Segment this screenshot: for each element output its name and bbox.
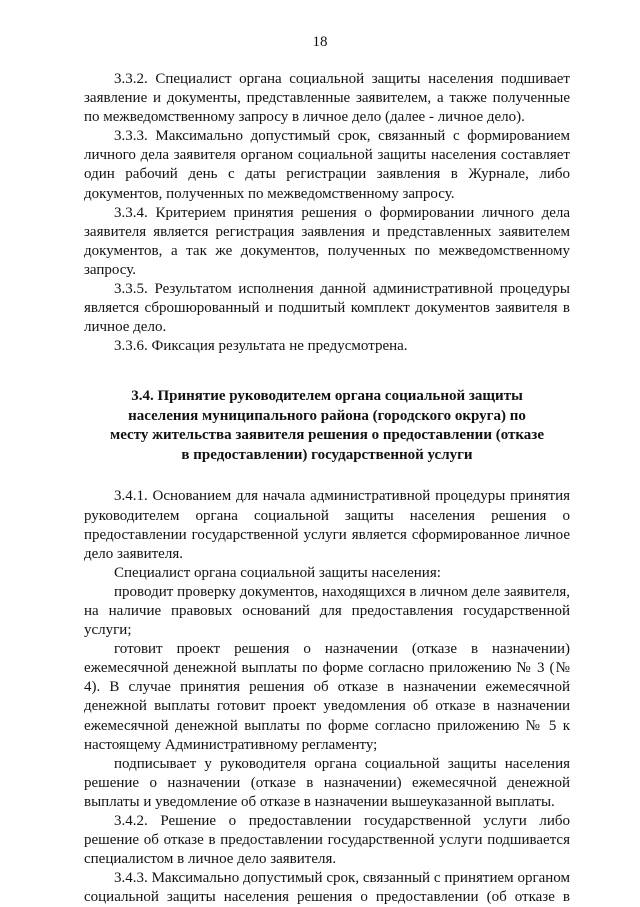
paragraph-3-4-3: 3.4.3. Максимально допустимый срок, связанный с принятием органом социальной защиты населения решения о предоставлении (об отказе в [84, 870, 570, 906]
paragraph-3-3-5: 3.3.5. Результатом исполнения данной административной процедуры является сброшюрованный и подшитый комплект документов заявителя в личное дело. [84, 281, 570, 336]
document-body [84, 70, 570, 907]
paragraph-3-4-2: 3.4.2. Решение о предоставлении государственной услуги либо решение об отказе в предоставлении государственной услуги подшивается специалистом в личное дело заявителя. [84, 813, 570, 868]
paragraph-3-3-6: 3.3.6. Фиксация результата не предусмотрена. [114, 338, 408, 355]
paragraph-prepare-draft: готовит проект решения о назначении (отказе в назначении) ежемесячной денежной выплаты по форме согласно приложению № 3 (№ 4). В случае принятия решения об отказе в назначении ежемесячной денежной выплаты готовит проект уведомления об отказе в назначении ежемесячной денежной выплаты по форме согласно приложению № 5 к настоящему Административному регламенту; [84, 641, 570, 753]
page-number: 18 [312, 34, 328, 50]
paragraph-3-3-2: 3.3.2. Специалист органа социальной защиты населения подшивает заявление и документы, представленные заявителем, а также полученные по межведомственному запросу в личное дело (далее - личное дело). [84, 71, 570, 126]
section-heading-3-4: 3.4. Принятие руководителем органа социальной защиты населения муниципального района (городского округа) по месту жительства заявителя решения о предоставлении (отказе в предоставлении) государственной услуги [110, 388, 544, 463]
paragraph-3-3-3: 3.3.3. Максимально допустимый срок, связанный с формированием личного дела заявителя органом социальной защиты населения составляет один рабочий день с даты регистрации заявления в Журнале, либо документов, полученных по межведомственному запросу. [84, 128, 570, 202]
paragraph-check-documents: проводит проверку документов, находящихся в личном деле заявителя, на наличие правовых оснований для предоставления государственной услуги; [84, 583, 570, 639]
paragraph-specialist-intro: Специалист органа социальной защиты населения: [114, 564, 441, 581]
paragraph-3-3-4: 3.3.4. Критерием принятия решения о формировании личного дела заявителя является регистрация заявления и представленных заявителем документов, а так же документов, полученных по межведомственному запросу. [84, 204, 570, 278]
paragraph-sign-decision: подписывает у руководителя органа социальной защиты населения решение о назначении (отказе в назначении) ежемесячной денежной выплаты и уведомление об отказе в назначении вышеуказанной выплаты. [84, 755, 570, 810]
paragraph-3-4-1: 3.4.1. Основанием для начала административной процедуры принятия руководителем органа социальной защиты населения решения о предоставлении государственной услуги является сформированное личное дело заявителя. [84, 488, 570, 562]
